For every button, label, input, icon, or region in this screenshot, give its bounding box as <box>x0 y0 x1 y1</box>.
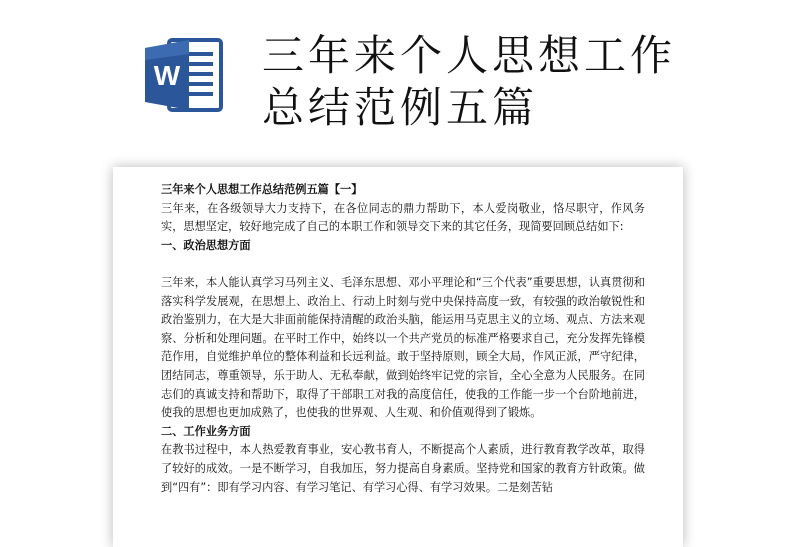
page-title <box>262 30 782 134</box>
section-heading-2: 二、工作业务方面 <box>161 424 251 438</box>
document-title: 三年来个人思想工作总结范例五篇【一】 <box>161 183 363 196</box>
title-line-1: 三年来个人思想工作 <box>262 31 677 80</box>
document-preview <box>113 167 683 547</box>
title-line-2: 总结范例五篇 <box>262 83 539 132</box>
section-body-2: 在教书过程中，本人热爱教育事业，安心教书育人，不断提高个人素质，进行教育教学改革，取得了较好的成效。一是不断学习，自我加压，努力提高自身素质。坚持党和国家的教育方针政策。做到“四有”：即有学习内容、有学习笔记、有学习心得、有学习效果。二是刻苦钻 <box>161 443 645 494</box>
intro-paragraph: 三年来，在各级领导大力支持下，在各位同志的鼎力帮助下，本人爱岗敬业，恪尽职守，作风务实，思想坚定，较好地完成了自己的本职工作和领导交下来的其它任务，现简要回顾总结如下: <box>161 201 645 234</box>
section-heading-1: 一、政治思想方面 <box>161 238 251 252</box>
word-icon-letter: W <box>153 60 181 91</box>
section-body-1: 三年来，本人能认真学习马列主义、毛泽东思想、邓小平理论和“三个代表”重要思想，认真贯彻和落实科学发展观，在思想上、政治上、行动上时刻与党中央保持高度一致，有较强的政治敏锐性和政治鉴别力，在大是大非面前能保持清醒的政治头脑，能运用马克思主义的立场、观点、方法来观察、分析和处理问题。在平时工作中，始终以一个共产党员的标准严格要求自己，充分发挥先锋模范作用，自觉维护单位的整体利益和长远利益。敢于坚持原则，顾全大局，作风正派，严守纪律，团结同志，尊重领导，乐于助人、无私奉献，做到始终牢记党的宗旨，全心全意为人民服务。在同志们的真诚支持和帮助下，取得了干部职工对我的高度信任，使我的工作能一步一个台阶地前进，使我的思想也更加成熟了，也使我的世界观、人生观、和价值观得到了锻炼。 <box>161 275 645 420</box>
document-content <box>161 181 645 497</box>
word-document-icon <box>143 34 225 116</box>
banner <box>0 0 800 160</box>
blank-line <box>161 255 645 274</box>
